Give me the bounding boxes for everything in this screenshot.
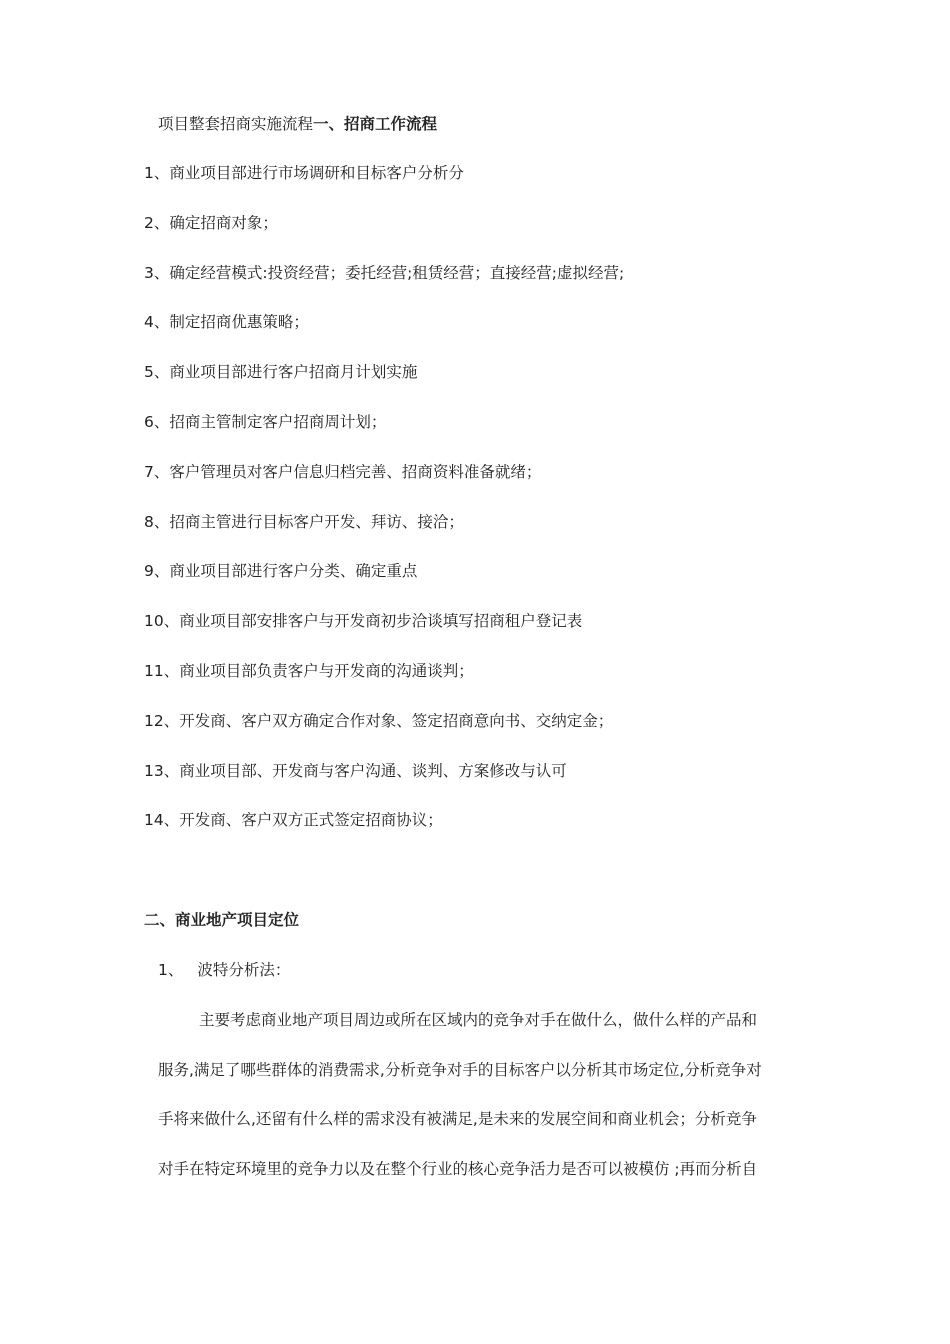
process-step-11: 11、商业项目部负责客户与开发商的沟通谈判； bbox=[144, 661, 474, 680]
process-step-5: 5、商业项目部进行客户招商月计划实施 bbox=[144, 363, 418, 382]
process-step-8: 8、招商主管进行目标客户开发、拜访、接洽； bbox=[144, 512, 464, 531]
process-step-13: 13、商业项目部、开发商与客户沟通、谈判、方案修改与认可 bbox=[144, 761, 567, 780]
paragraph-line-1: 主要考虑商业地产项目周边或所在区域内的竞争对手在做什么，做什么样的产品和 bbox=[199, 1011, 758, 1029]
section2-heading: 二、商业地产项目定位 bbox=[144, 911, 300, 929]
sub-item-label: 波特分析法： bbox=[197, 961, 291, 979]
process-step-4: 4、制定招商优惠策略； bbox=[144, 313, 309, 332]
process-step-10: 10、商业项目部安排客户与开发商初步洽谈填写招商租户登记表 bbox=[144, 612, 583, 631]
process-step-6: 6、招商主管制定客户招商周计划； bbox=[144, 412, 387, 431]
process-steps-list bbox=[144, 161, 624, 858]
porter-analysis-item bbox=[158, 958, 290, 982]
process-step-1: 1、商业项目部进行市场调研和目标客户分析分 bbox=[144, 164, 464, 182]
porter-analysis-paragraph bbox=[158, 1008, 818, 1206]
section1-heading: 一、招商工作流程 bbox=[313, 115, 438, 133]
paragraph-line-3: 手将来做什么,还留有什么样的需求没有被满足,是未来的发展空间和商业机会；分析竞争 bbox=[158, 1110, 757, 1129]
paragraph-line-4: 对手在特定环境里的竞争力以及在整个行业的核心竞争活力是否可以被模仿 ;再而分析自 bbox=[158, 1159, 758, 1178]
process-step-7: 7、客户管理员对客户信息归档完善、招商资料准备就绪； bbox=[144, 462, 542, 481]
title-prefix: 项目整套招商实施流程 bbox=[158, 115, 314, 133]
document-title bbox=[158, 112, 437, 136]
process-step-3: 3、确定经营模式:投资经营；委托经营;租赁经营；直接经营;虚拟经营; bbox=[144, 263, 625, 282]
sub-item-number: 1、 bbox=[158, 961, 184, 979]
process-step-9: 9、商业项目部进行客户分类、确定重点 bbox=[144, 562, 418, 581]
process-step-2: 2、确定招商对象； bbox=[144, 213, 278, 232]
process-step-12: 12、开发商、客户双方确定合作对象、签定招商意向书、交纳定金； bbox=[144, 711, 614, 730]
paragraph-line-2: 服务,满足了哪些群体的消费需求,分析竞争对手的目标客户以分析其市场定位,分析竞争对 bbox=[158, 1060, 762, 1079]
process-step-14: 14、开发商、客户双方正式签定招商协议； bbox=[144, 811, 443, 830]
